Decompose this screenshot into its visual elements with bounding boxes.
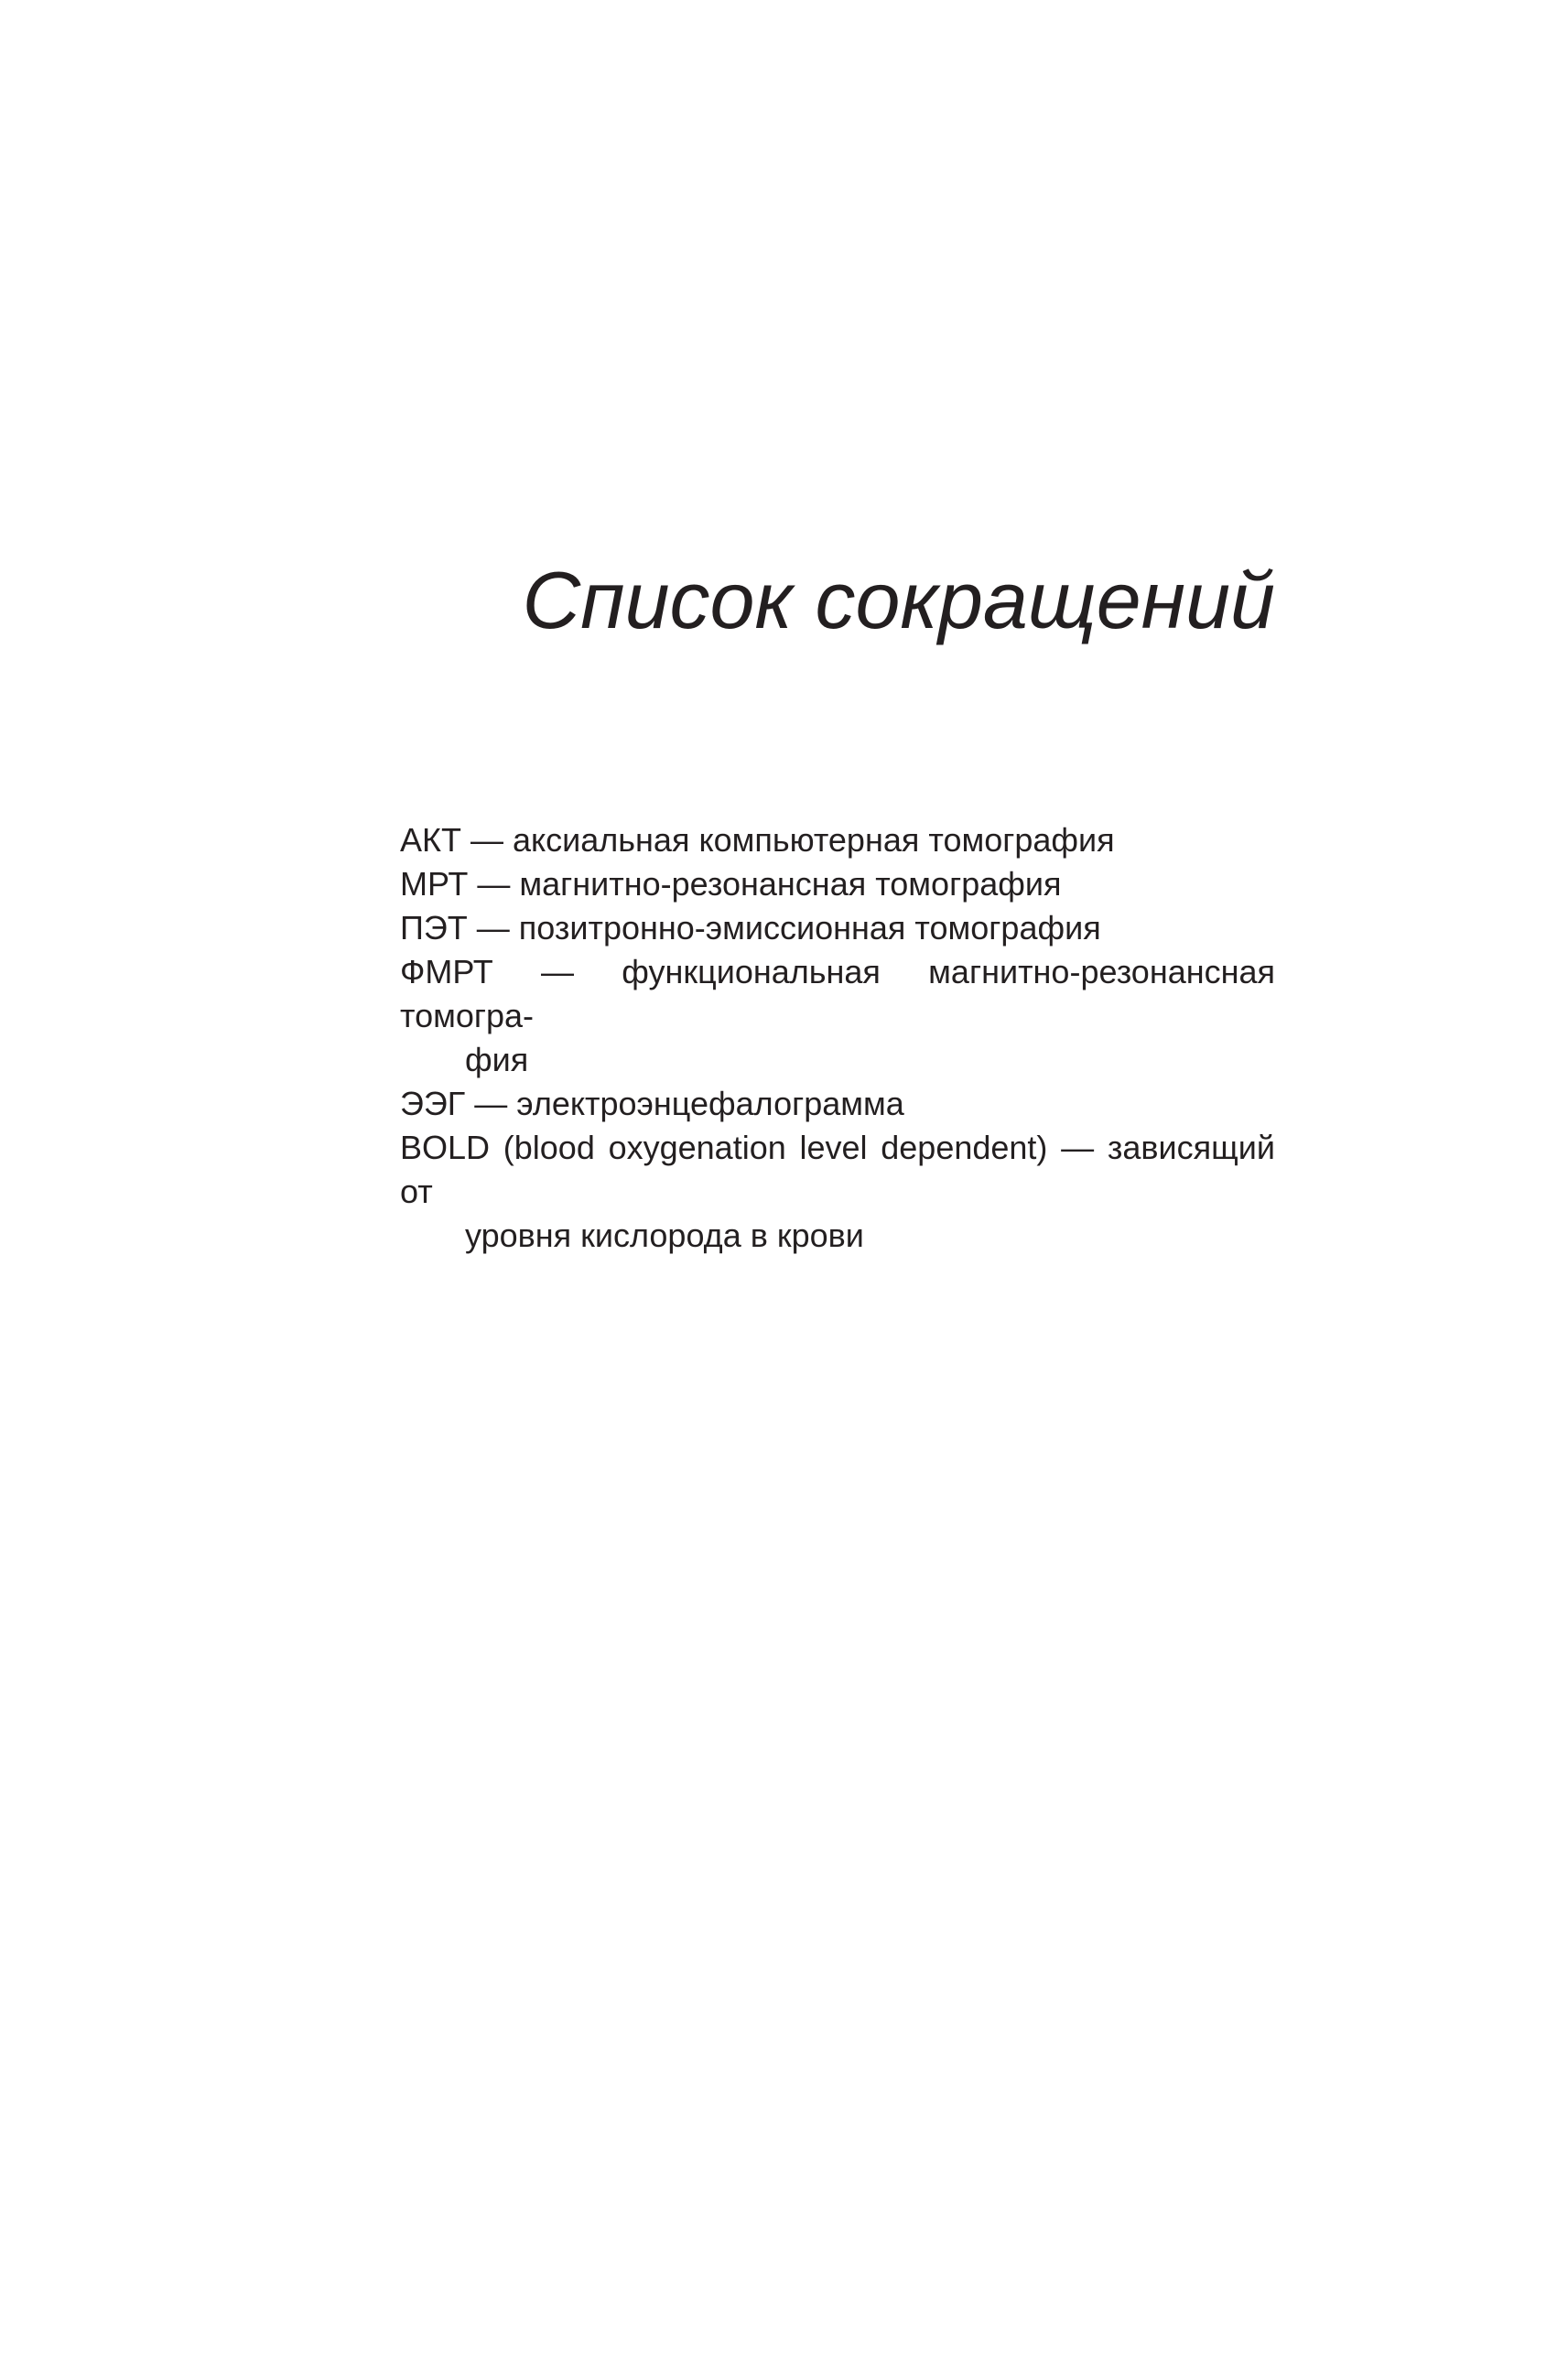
abbreviation-entry — [400, 906, 1275, 950]
abbreviation-continuation-line: фия — [465, 1041, 529, 1078]
abbreviation-line: ПЭТ — позитронно-эмиссионная томография — [400, 909, 1101, 947]
abbreviation-line: АКТ — аксиальная компьютерная томография — [400, 821, 1115, 859]
abbreviation-list — [400, 818, 1275, 1258]
abbreviation-line: МРТ — магнитно-резонансная томография — [400, 865, 1062, 903]
abbreviation-line: ФМРТ — функциональная магнитно-резонансная томогра- — [400, 953, 1275, 1034]
abbreviation-line: BOLD (blood oxygenation level dependent) — зависящий от — [400, 1129, 1275, 1210]
abbreviation-entry — [400, 1082, 1275, 1126]
abbreviation-entry — [400, 862, 1275, 906]
abbreviation-entry — [400, 1126, 1275, 1258]
page-title: Список сокращений — [522, 555, 1275, 645]
abbreviation-entry — [400, 818, 1275, 862]
abbreviation-entry — [400, 950, 1275, 1082]
abbreviation-continuation-line: уровня кислорода в крови — [465, 1217, 864, 1254]
abbreviation-line: ЭЭГ — электроэнцефалограмма — [400, 1085, 904, 1122]
